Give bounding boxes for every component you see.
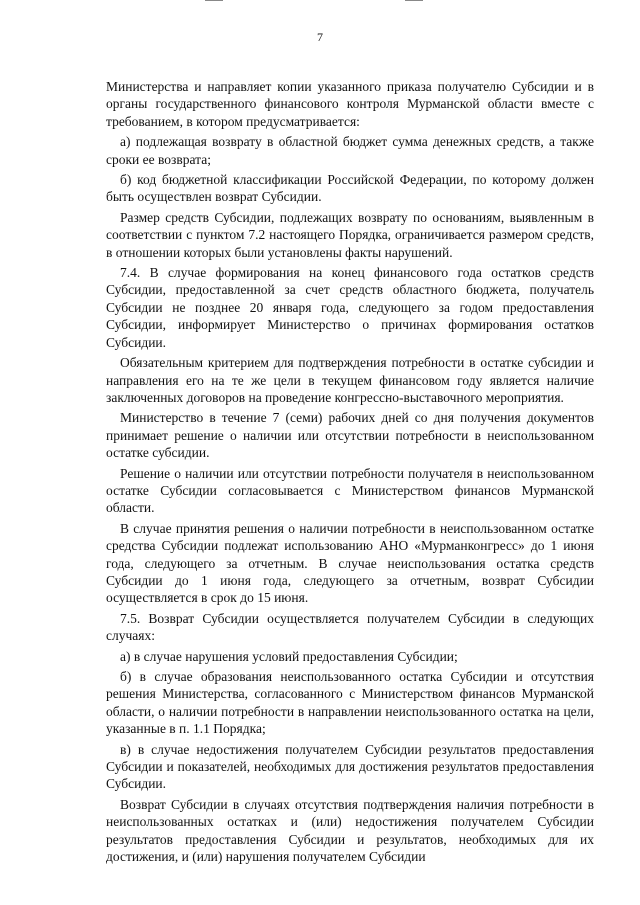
scan-mark-right [405, 0, 423, 1]
paragraph: а) в случае нарушения условий предоставления Субсидии; [120, 648, 458, 664]
page-number: 7 [317, 30, 323, 44]
document-body [106, 78, 594, 868]
paragraph: а) подлежащая возврату в областной бюджет сумма денежных средств, а также сроки ее возврата; [106, 134, 594, 167]
paragraph: в) в случае недостижения получателем Субсидии результатов предоставления Субсидии и показателей, необходимых для достижения результатов предоставления Субсидии. [106, 741, 594, 792]
scan-mark-left [205, 0, 223, 1]
paragraph: Министерства и направляет копии указанного приказа получателю Субсидии и в органы государственного финансового контроля Мурманской области вместе с требованием, в котором предусматривается: [106, 79, 594, 129]
paragraph: В случае принятия решения о наличии потребности в неиспользованном остатке средства Субсидии подлежат использованию АНО «Мурманконгресс» до 1 июня года, следующего за отчетным. В случае неиспользования остатка средств Субсидии до 1 июня года, следующего за отчетным, возврат Субсидии осуществляется в срок до 15 июня. [106, 520, 594, 606]
paragraph: Возврат Субсидии в случаях отсутствия подтверждения наличия потребности в неиспользованных остатках и (или) недостижения получателем Субсидии результатов предоставления Субсидии и результатов, необходимых для их достижения, и (или) нарушения получателем Субсидии [106, 796, 594, 865]
paragraph: 7.4. В случае формирования на конец финансового года остатков средств Субсидии, предоставленной за счет средств областного бюджета, получатель Субсидии не позднее 20 января года, следующего за годом предоставления Субсидии, информирует Министерство о причинах формирования остатков Субсидии. [106, 265, 594, 350]
paragraph: Обязательным критерием для подтверждения потребности в остатке субсидии и направления его на те же цели в текущем финансовом году является наличие заключенных договоров на проведение конгрессно-выставочного мероприятия. [106, 355, 594, 405]
paragraph: б) код бюджетной классификации Российской Федерации, по которому должен быть осуществлен возврат Субсидии. [106, 172, 594, 205]
paragraph: Решение о наличии или отсутствии потребности получателя в неиспользованном остатке Субсидии согласовывается с Министерством финансов Мурманской области. [106, 465, 594, 516]
paragraph: б) в случае образования неиспользованного остатка Субсидии и отсутствия решения Министерства, согласованного с Министерством финансов Мурманской области, о наличии потребности в направлении неиспользованного остатка на цели, указанные в п. 1.1 Порядка; [106, 669, 594, 737]
paragraph: Министерство в течение 7 (семи) рабочих дней со дня получения документов принимает решение о наличии или отсутствии потребности в неиспользованном остатке субсидии. [106, 410, 594, 461]
paragraph: 7.5. Возврат Субсидии осуществляется получателем Субсидии в следующих случаях: [106, 610, 594, 644]
paragraph: Размер средств Субсидии, подлежащих возврату по основаниям, выявленным в соответствии с пунктом 7.2 настоящего Порядка, ограничивается размером средств, в отношении которых были установлены факты нарушений. [106, 209, 594, 260]
